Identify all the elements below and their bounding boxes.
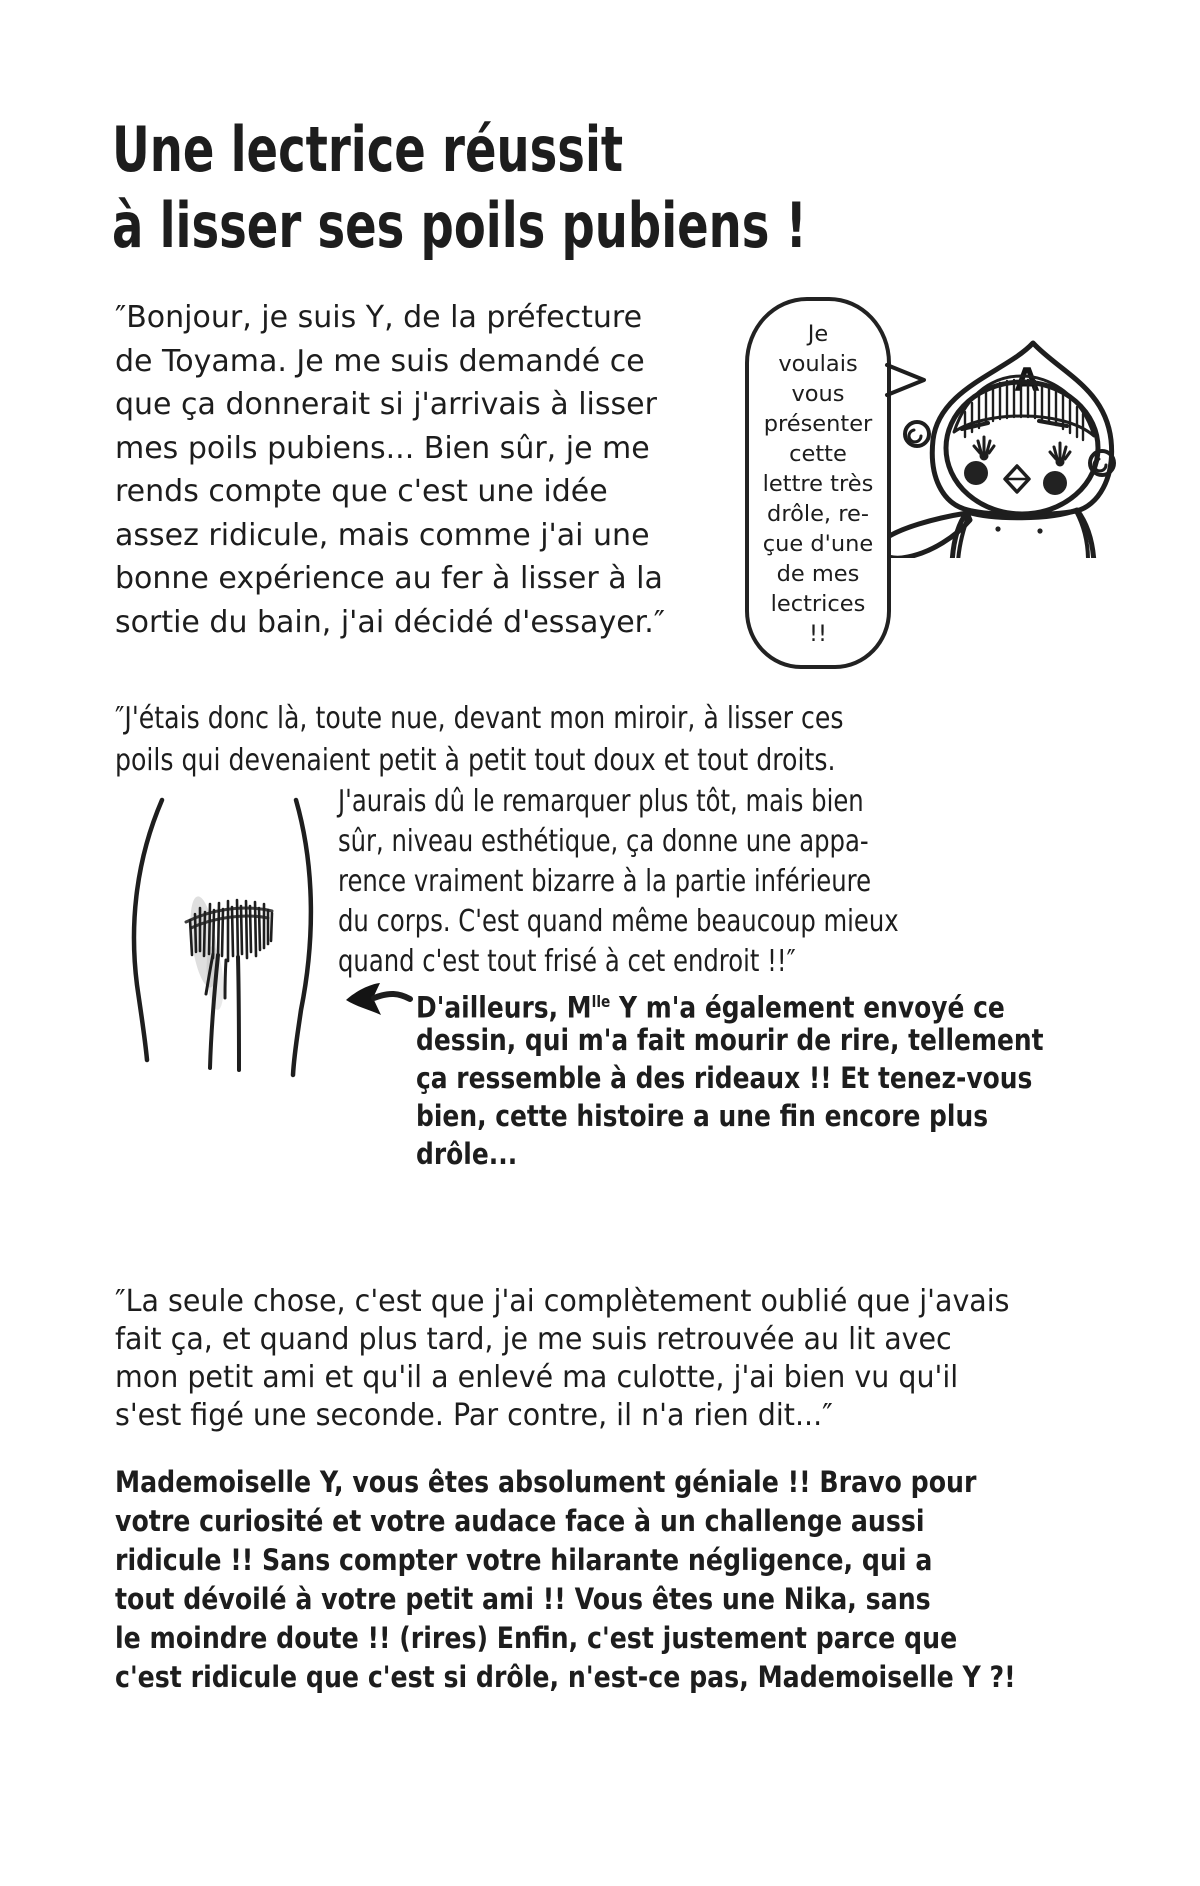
eye-left: [974, 437, 994, 461]
speech-bubble-text: Je voulais vous présenter cette lettre très drôle, re- çue d'une de mes lectrices !!: [762, 321, 874, 647]
speech-bubble: [745, 297, 891, 669]
mirror-quote-intro: ″J'étais donc là, toute nue, devant mon miroir, à lisser ces poils qui devenaient petit à petit tout doux et tout droits.: [115, 701, 844, 778]
mascot-hood-letter: A: [1014, 361, 1040, 399]
conclusion-text: Mademoiselle Y, vous êtes absolument géniale !! Bravo pour votre curiosité et votre audace face à un challenge aussi ridicule !! Sans compter votre hilarante négligence, qui a tout dévoilé à votre petit ami !! Vous êtes une Nika, sans le moindre doute !! (rires) Enfin, c'est justement parce que c'est ridicule que c'est si drôle, n'est-ce pas, Mademoiselle Y ?!: [115, 1465, 1016, 1694]
eye-right: [1050, 443, 1070, 467]
arrow-left-icon: [343, 980, 413, 1020]
commentary-text: dessin, qui m'a fait mourir de rire, tellement ça ressemble à des rideaux !! Et tenez-vous bien, cette histoire a une fin encore plus drôle...: [416, 1023, 1044, 1171]
cheek-right: [1043, 471, 1067, 495]
pubic-hair-drawing: [92, 770, 352, 1105]
mouth: [1005, 466, 1029, 492]
mirror-quote-continuation: J'aurais dû le remarquer plus tôt, mais bien sûr, niveau esthétique, ça donne une appa- rence vraiment bizarre à la partie inférieure du corps. C'est quand même beaucoup mieux quand c'est tout frisé à cet endroit !!″: [338, 784, 899, 979]
thigh-outline-right: [293, 800, 311, 1075]
hair-scribble: [186, 900, 272, 998]
page-title: Une lectrice réussit à lisser ses poils pubiens !: [112, 113, 807, 262]
mascot-body: [952, 510, 1094, 558]
boyfriend-quote: ″La seule chose, c'est que j'ai complètement oublié que j'avais fait ça, et quand plus tard, je me suis retrouvée au lit avec mon petit ami et qu'il a enlevé ma culotte, j'ai bien vu qu'il s'est figé une seconde. Par contre, il n'a rien dit...″: [115, 1284, 1010, 1433]
thigh-outline-left: [134, 800, 162, 1060]
reader-letter-quote: ″Bonjour, je suis Y, de la préfecture de Toyama. Je me suis demandé ce que ça donnerait si j'arrivais à lisser mes poils pubiens... Bien sûr, je me rends compte que c'est une idée assez ridicule, mais comme j'ai une bonne expérience au fer à lisser à la sortie du bain, j'ai décidé d'essayer.″: [115, 300, 665, 640]
commentary-mlle-superscript: lle: [591, 992, 611, 1011]
speech-bubble-tail: [884, 360, 930, 400]
commentary-line1-prefix: D'ailleurs, M: [416, 990, 592, 1025]
commentary-line1-rest: Y m'a également envoyé ce: [610, 990, 1005, 1025]
cheek-left: [964, 461, 988, 485]
inner-thigh-right: [238, 957, 239, 1070]
